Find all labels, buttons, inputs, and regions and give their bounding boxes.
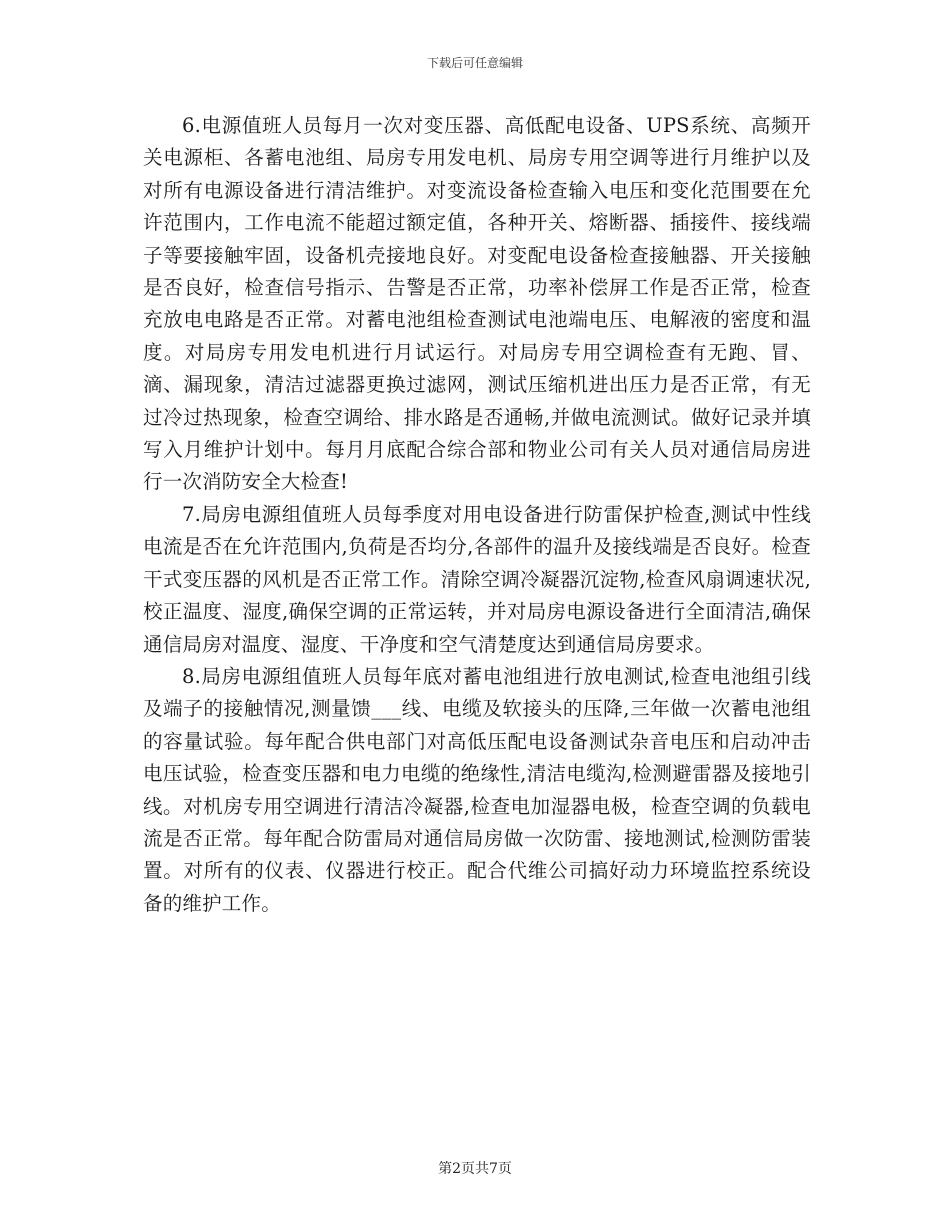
- paragraph-8: 8.局房电源组值班人员每年底对蓄电池组进行放电测试,检查电池组引线及端子的接触情况,测量馈___线、电缆及软接头的压降,三年做一次蓄电池组的容量试验。每年配合供电部门对高低压配电设备测试杂音电压和启动冲击电压试验，检查变压器和电力电缆的绝缘性,清洁电缆沟,检测避雷器及接地引线。对机房专用空调进行清洁冷凝器,检查电加湿器电极，检查空调的负载电流是否正常。每年配合防雷局对通信局房做一次防雷、接地测试,检测防雷装置。对所有的仪表、仪器进行校正。配合代维公司搞好动力环境监控系统设备的维护工作。: [143, 664, 811, 915]
- paragraph-6: 6.电源值班人员每月一次对变压器、高低配电设备、UPS系统、高频开关电源柜、各蓄电池组、局房专用发电机、局房专用空调等进行月维护以及对所有电源设备进行清洁维护。对变流设备检查输入电压和变化范围要在允许范围内，工作电流不能超过额定值，各种开关、熔断器、插接件、接线端子等要接触牢固，设备机壳接地良好。对变配电设备检查接触器、开关接触是否良好，检查信号指示、告警是否正常，功率补偿屏工作是否正常，检查充放电电路是否正常。对蓄电池组检查测试电池端电压、电解液的密度和温度。对局房专用发电机进行月试运行。对局房专用空调检查有无跑、冒、滴、漏现象，清洁过滤器更换过滤网，测试压缩机进出压力是否正常，有无过冷过热现象，检查空调给、排水路是否通畅,并做电流测试。做好记录并填写入月维护计划中。每月月底配合综合部和物业公司有关人员对通信局房进行一次消防安全大检查!: [143, 114, 811, 494]
- paragraph-7: 7.局房电源组值班人员每季度对用电设备进行防雷保护检查,测试中性线电流是否在允许范围内,负荷是否均分,各部件的温升及接线端是否良好。检查干式变压器的风机是否正常工作。清除空调冷凝器沉淀物,检查风扇调速状况,校正温度、湿度,确保空调的正常运转，并对局房电源设备进行全面清洁,确保通信局房对温度、湿度、干净度和空气清楚度达到通信局房要求。: [143, 502, 811, 656]
- page-header: 下载后可任意编辑: [426, 56, 523, 70]
- page-number-footer: 第2页共7页: [438, 1161, 512, 1177]
- document-body: [143, 110, 811, 920]
